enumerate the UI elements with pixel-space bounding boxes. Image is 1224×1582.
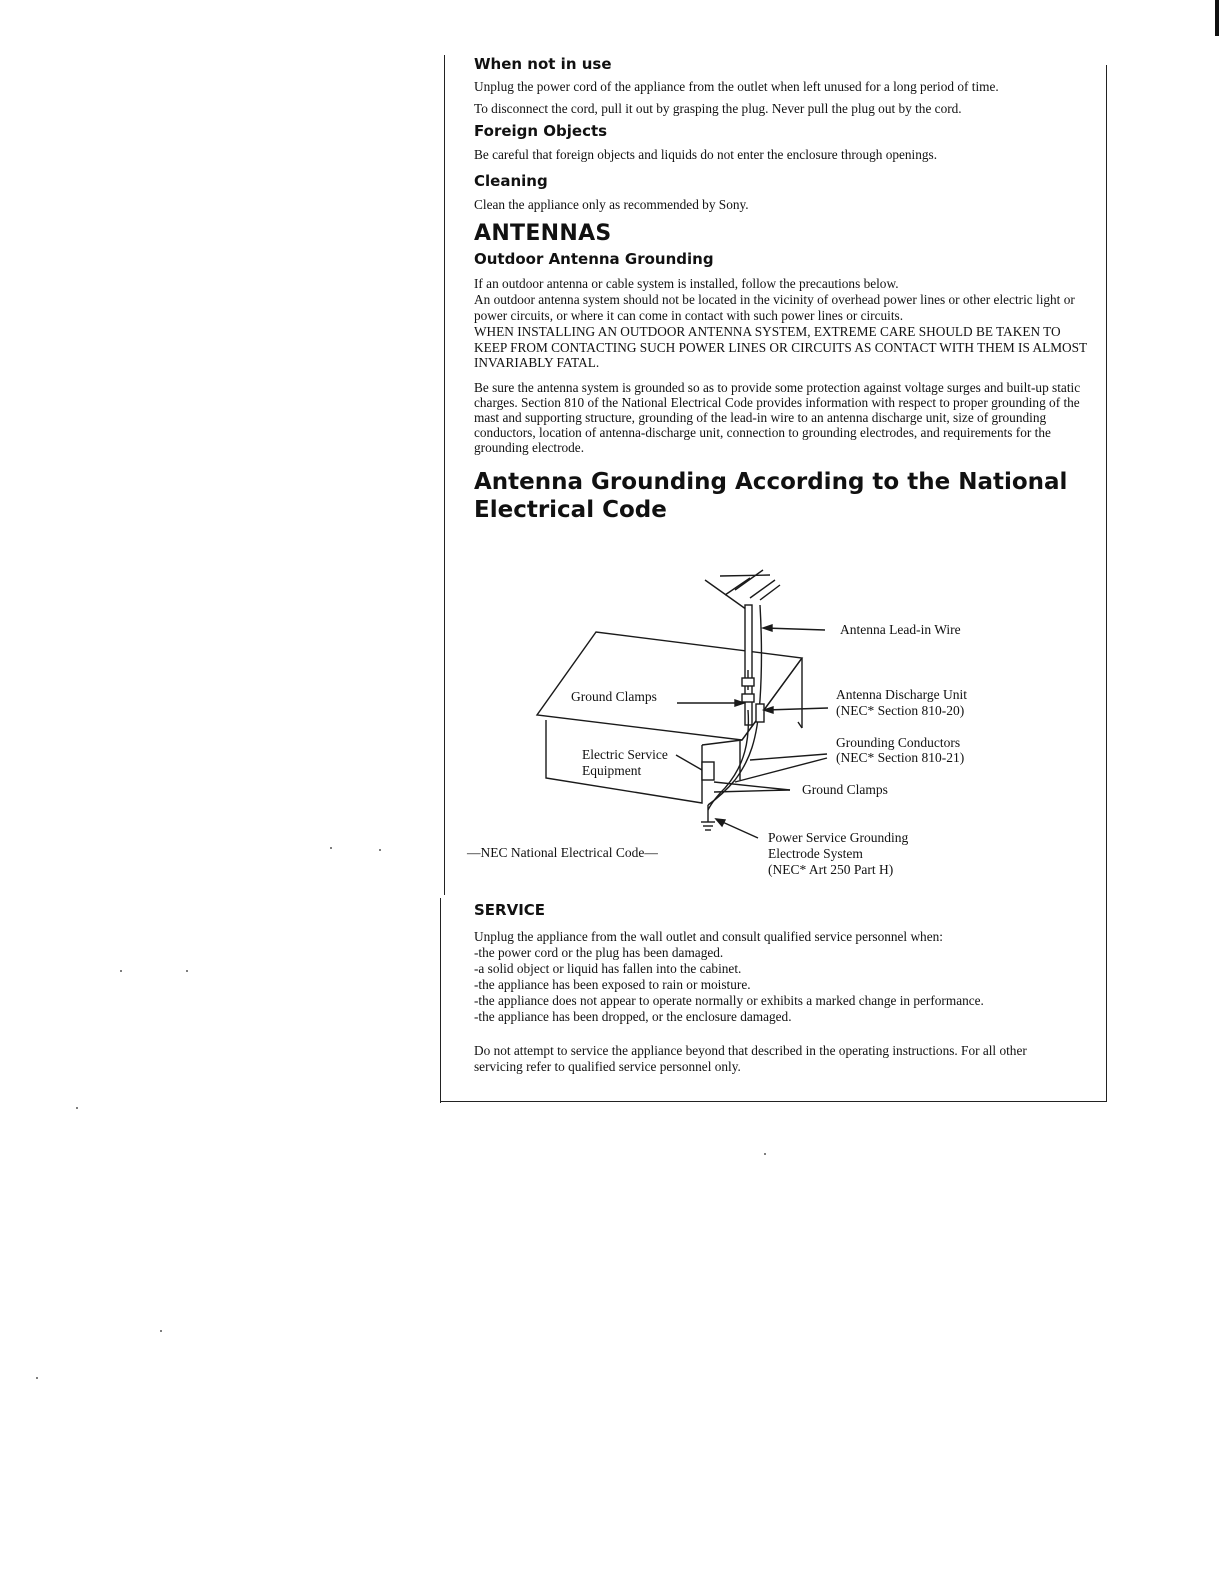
scan-speck bbox=[330, 847, 332, 849]
service-section bbox=[474, 900, 1074, 1075]
discharge-unit bbox=[756, 704, 764, 722]
antenna-mast bbox=[745, 605, 752, 725]
scan-speck bbox=[379, 849, 381, 851]
antennas-text-2: An outdoor antenna system should not be located in the vicinity of overhead power lines or other electric light or power circuits, or where it can come in contact with such power lines or circuits. bbox=[474, 292, 1075, 323]
house-roof bbox=[537, 632, 802, 740]
frame-left-line bbox=[444, 55, 445, 895]
when-not-in-use-text-2: To disconnect the cord, pull it out by grasping the plug. Never pull the plug out by the cord. bbox=[474, 101, 962, 116]
frame-left-line-lower bbox=[440, 898, 441, 1103]
scan-speck bbox=[186, 970, 188, 972]
power-service-label-1: Power Service Grounding bbox=[768, 830, 909, 845]
leader-clamps-1 bbox=[714, 782, 790, 790]
scan-speck bbox=[36, 1377, 38, 1379]
service-item: -a solid object or liquid has fallen into the cabinet. bbox=[474, 961, 742, 976]
leader-conductor-2 bbox=[735, 758, 827, 782]
service-intro: Unplug the appliance from the wall outlet and consult qualified service personnel when: bbox=[474, 929, 943, 944]
electric-service-box bbox=[702, 762, 714, 780]
ground-clamps-left-label: Ground Clamps bbox=[571, 689, 657, 704]
grounding-conductors-label-1: Grounding Conductors bbox=[836, 735, 961, 750]
electric-service-label-1: Electric Service bbox=[582, 747, 668, 762]
foreign-objects-text: Be careful that foreign objects and liquids do not enter the enclosure through openings. bbox=[474, 147, 938, 162]
antennas-text-1: If an outdoor antenna or cable system is installed, follow the precautions below. bbox=[474, 276, 899, 291]
nec-note-label: —NEC National Electrical Code— bbox=[467, 845, 658, 860]
service-item: -the appliance has been exposed to rain or moisture. bbox=[474, 977, 751, 992]
cleaning-heading: Cleaning bbox=[474, 172, 548, 190]
when-not-in-use-text-1: Unplug the power cord of the appliance from the outlet when left unused for a long period of time. bbox=[474, 79, 999, 94]
page-edge-mark bbox=[1215, 0, 1219, 36]
service-heading: SERVICE bbox=[474, 901, 546, 919]
antennas-warning: WHEN INSTALLING AN OUTDOOR ANTENNA SYSTEM, EXTREME CARE SHOULD BE TAKEN TO KEEP FROM CONTACTING SUCH POWER LINES OR CIRCUITS AS CONTACT WITH THEM IS ALMOST INVARIABLY FATAL. bbox=[474, 324, 1087, 370]
outdoor-antenna-grounding-heading: Outdoor Antenna Grounding bbox=[474, 250, 714, 268]
power-service-label-3: (NEC* Art 250 Part H) bbox=[768, 862, 894, 877]
service-item: -the appliance has been dropped, or the enclosure damaged. bbox=[474, 1009, 792, 1024]
service-item: -the power cord or the plug has been damaged. bbox=[474, 945, 724, 960]
lead-in-wire-label: Antenna Lead-in Wire bbox=[840, 622, 961, 637]
frame-right-line bbox=[1106, 65, 1107, 1102]
frame-bottom-line bbox=[440, 1101, 1107, 1102]
service-closing: Do not attempt to service the appliance beyond that described in the operating instructions. For all other servicing refer to qualified service personnel only. bbox=[474, 1043, 1027, 1074]
service-item: -the appliance does not appear to operate normally or exhibits a marked change in performance. bbox=[474, 993, 984, 1008]
scan-speck bbox=[76, 1107, 78, 1109]
grounding-heading: Antenna Grounding According to the National Electrical Code bbox=[474, 468, 1068, 523]
leader-discharge bbox=[766, 708, 828, 710]
scan-speck bbox=[160, 1330, 162, 1332]
leader-service bbox=[676, 755, 702, 770]
scan-speck bbox=[764, 1153, 766, 1155]
cleaning-text: Clean the appliance only as recommended by Sony. bbox=[474, 197, 749, 212]
foreign-objects-heading: Foreign Objects bbox=[474, 122, 608, 140]
when-not-in-use-heading: When not in use bbox=[474, 55, 612, 73]
antenna-grounding-diagram bbox=[450, 560, 1100, 890]
leader-conductor-1 bbox=[750, 754, 827, 760]
antennas-heading: ANTENNAS bbox=[474, 221, 612, 246]
discharge-unit-label-2: (NEC* Section 810-20) bbox=[836, 703, 965, 718]
grounding-conductors-label-2: (NEC* Section 810-21) bbox=[836, 750, 965, 765]
scan-speck bbox=[120, 970, 122, 972]
page-content bbox=[474, 54, 1089, 524]
power-service-label-2: Electrode System bbox=[768, 846, 863, 861]
electric-service-label-2: Equipment bbox=[582, 763, 642, 778]
leader-lead-in bbox=[765, 628, 825, 630]
ground-clamps-right-label: Ground Clamps bbox=[802, 782, 888, 797]
antennas-text-4: Be sure the antenna system is grounded so as to provide some protection against voltage surges and built-up static charges. Section 810 of the National Electrical Code provides information with respect to proper grounding of the mast and supporting structure, grounding of the lead-in wire to an antenna discharge unit, size of grounding conductors, location of antenna-discharge unit, connection to grounding electrodes, and requirements for the grounding electrode. bbox=[474, 379, 1081, 455]
discharge-unit-label-1: Antenna Discharge Unit bbox=[836, 687, 967, 702]
